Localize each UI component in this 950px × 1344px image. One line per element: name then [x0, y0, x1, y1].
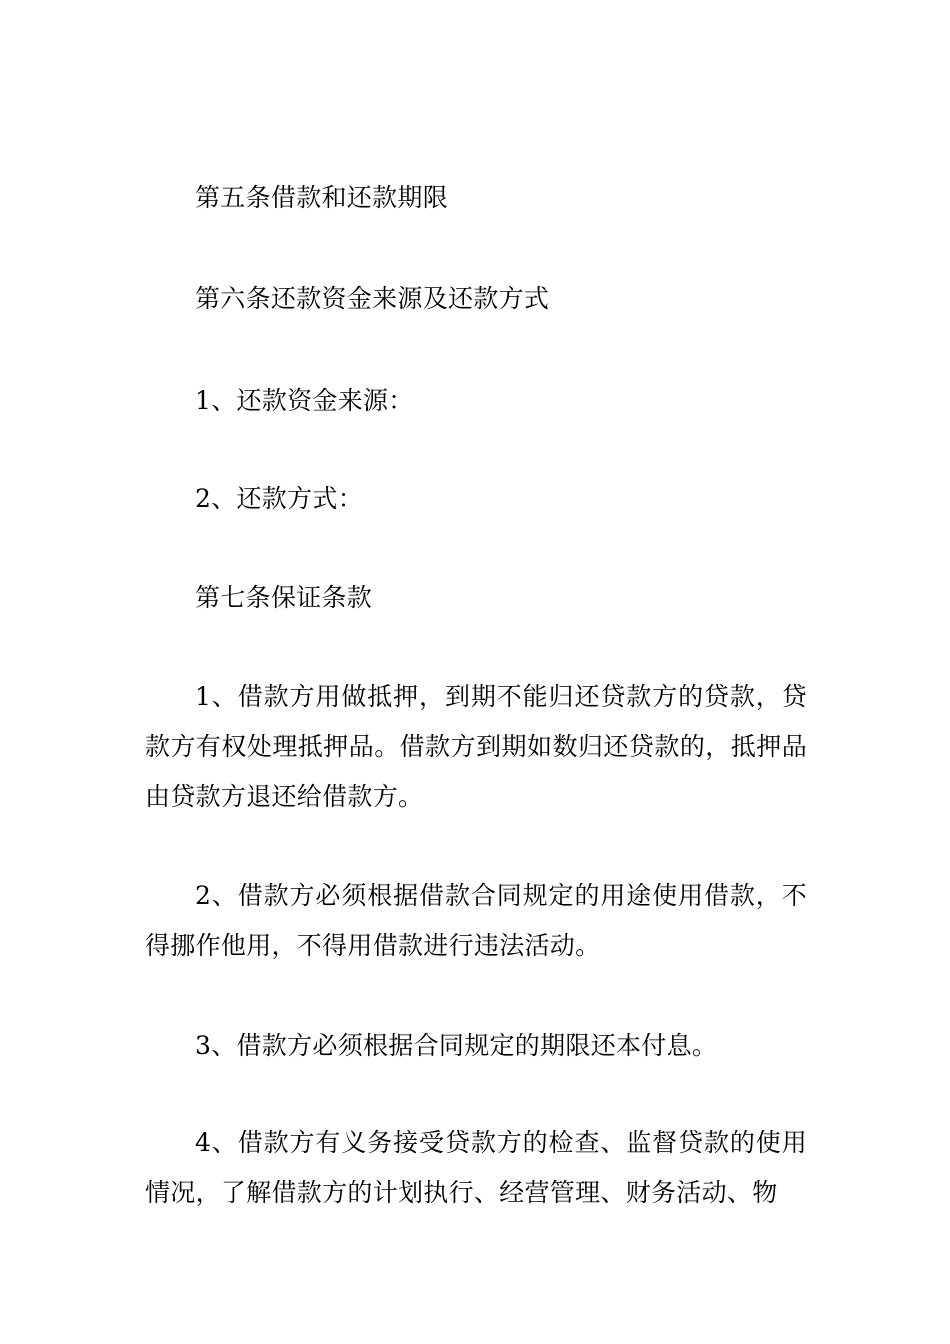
- guarantee-clause-1: 1、借款方用做抵押，到期不能归还贷款方的贷款，贷款方有权处理抵押品。借款方到期如数归还贷款的，抵押品由贷款方退还给借款方。: [145, 682, 807, 811]
- guarantee-clause-2: 2、借款方必须根据借款合同规定的用途使用借款，不得挪作他用，不得用借款进行违法活动。: [145, 881, 807, 960]
- article-6-heading: 第六条还款资金来源及还款方式: [195, 284, 550, 313]
- repayment-source-item: 1、还款资金来源：: [195, 386, 414, 415]
- article-7-heading: 第七条保证条款: [195, 583, 373, 612]
- guarantee-clause-4: 4、借款方有义务接受贷款方的检查、监督贷款的使用情况，了解借款方的计划执行、经营管理、财务活动、物: [145, 1128, 807, 1207]
- guarantee-clause-3: 3、借款方必须根据合同规定的期限还本付息。: [195, 1031, 718, 1060]
- repayment-method-item: 2、还款方式：: [195, 484, 364, 513]
- article-5-heading: 第五条借款和还款期限: [195, 183, 449, 212]
